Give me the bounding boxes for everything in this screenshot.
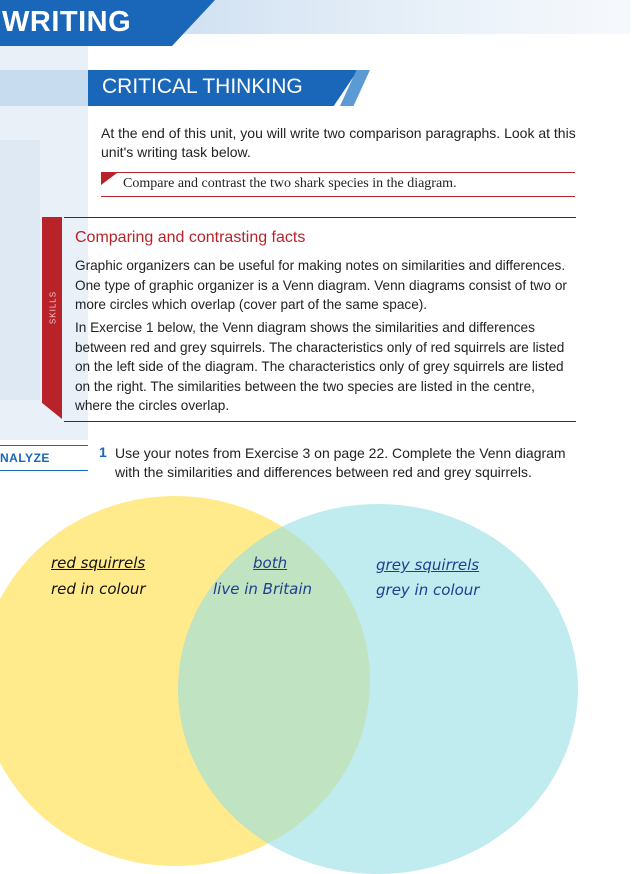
skills-heading: Comparing and contrasting facts xyxy=(75,229,306,246)
skills-paragraph-1: Graphic organizers can be useful for making notes on similarities and differences. One type of graphic organizer is a Venn diagram. Venn diagrams consist of two or more circles which overlap (cover part of the same space). xyxy=(75,258,567,312)
venn-right-item: grey in colour xyxy=(376,581,480,599)
top-banner-light xyxy=(160,0,630,34)
skills-paragraph-2: In Exercise 1 below, the Venn diagram shows the similarities and differences between red and grey squirrels. The characteristics only of red squirrels are listed on the left side of the diagram. The characteristics only of grey squirrels are listed on the right. The similarities between the two species are listed in the centre, where the circles overlap. xyxy=(75,320,565,413)
writing-task-box xyxy=(101,172,575,197)
analyze-label-text: NALYZE xyxy=(0,451,50,465)
skills-tab-label: SKILLS xyxy=(48,290,58,325)
side-band-inner xyxy=(0,140,40,400)
exercise-number: 1 xyxy=(99,444,107,460)
intro-text: At the end of this unit, you will write two comparison paragraphs. Look at this unit's writing task below. xyxy=(101,125,576,160)
writing-task-text: Compare and contrast the two shark species in the diagram. xyxy=(123,176,457,191)
section-title: WRITING xyxy=(2,6,132,38)
critical-thinking-banner-left xyxy=(0,70,88,106)
venn-right-heading: grey squirrels xyxy=(376,556,480,574)
critical-thinking-title: CRITICAL THINKING xyxy=(102,75,303,98)
venn-left-heading: red squirrels xyxy=(51,554,146,572)
venn-left-item: red in colour xyxy=(51,580,146,598)
exercise-instruction: Use your notes from Exercise 3 on page 22. Complete the Venn diagram with the similarities and differences between red and grey squirrels. xyxy=(115,445,566,480)
task-flag-icon xyxy=(101,173,117,185)
venn-center-heading: both xyxy=(253,554,288,572)
analyze-section-label xyxy=(0,445,88,471)
venn-diagram xyxy=(0,496,640,836)
venn-center-item: live in Britain xyxy=(213,580,313,598)
